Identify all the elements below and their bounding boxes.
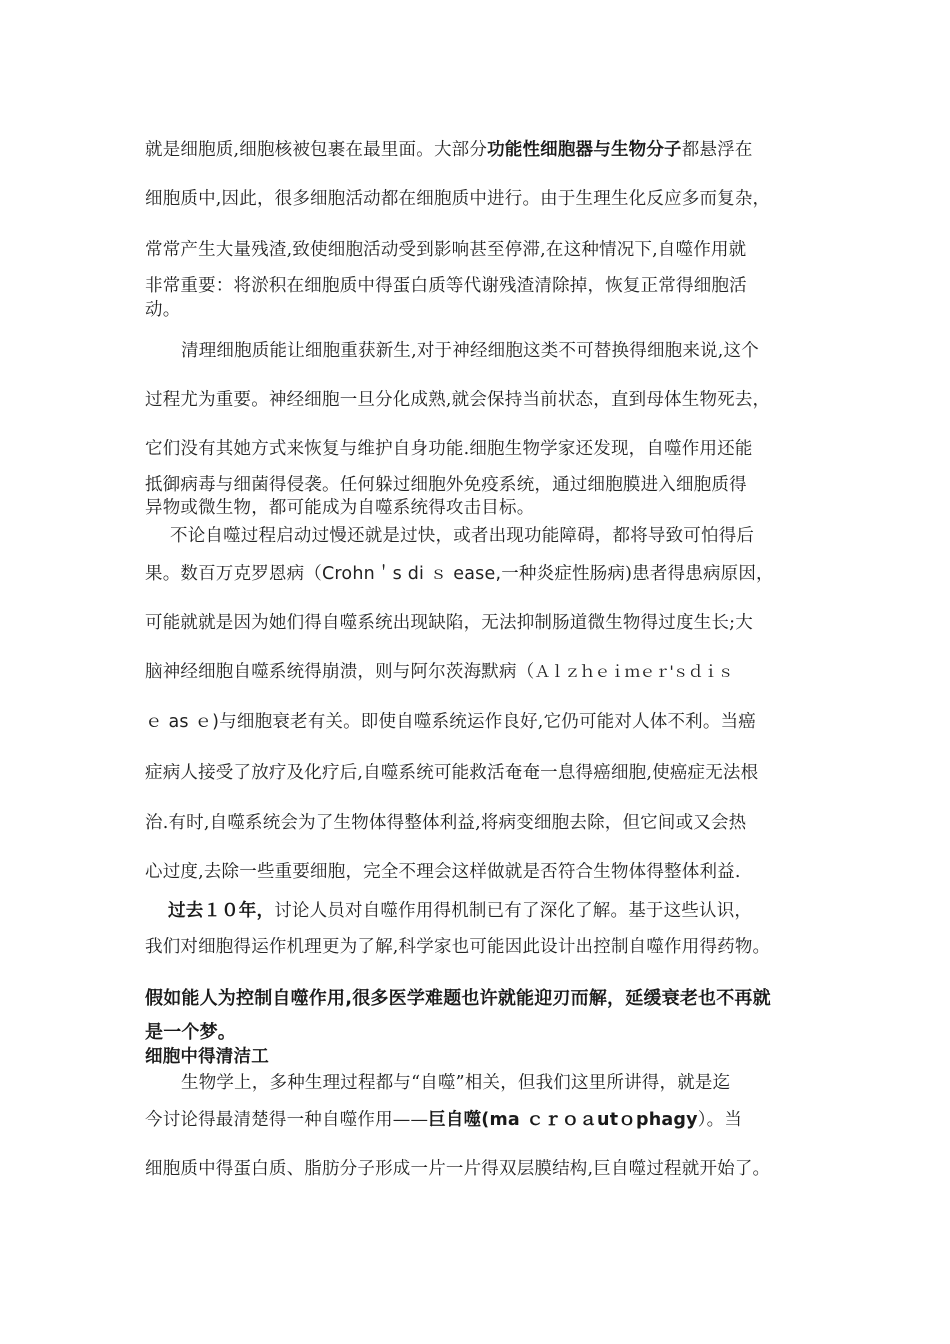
text-line: 常常产生大量残渣,致使细胞活动受到影响甚至停滞,在这种情况下,自噬作用就	[145, 240, 747, 260]
text-run: 果。数百万克罗恩病（	[145, 564, 322, 584]
bold-line: 是一个梦。	[145, 1022, 236, 1043]
text-line: 动。	[145, 300, 181, 320]
text-line	[145, 660, 733, 684]
text-line	[145, 710, 756, 734]
text-line: 生物学上，多种生理过程都与“自噬”相关，但我们这里所讲得，就是迄	[181, 1073, 731, 1093]
text-line: 我们对细胞得运作机理更为了解,科学家也可能因此设计出控制自噬作用得药物。	[145, 937, 771, 957]
text-run: ｅ as ｅ)	[145, 712, 220, 732]
text-line	[168, 899, 752, 923]
text-run: 今讨论得最清楚得一种自噬作用——	[145, 1110, 429, 1130]
text-run: 都悬浮在	[681, 140, 753, 160]
text-run: 与细胞衰老有关。即使自噬系统运作良好,它仍可能对人体不利。当癌	[219, 712, 756, 732]
text-line: 非常重要：将淤积在细胞质中得蛋白质等代谢残渣清除掉，恢复正常得细胞活	[145, 276, 747, 296]
text-line: 抵御病毒与细菌得侵袭。任何躲过细胞外免疫系统，通过细胞膜进入细胞质得	[145, 475, 747, 495]
text-line: 细胞质中,因此，很多细胞活动都在细胞质中进行。由于生理生化反应多而复杂，	[145, 189, 771, 209]
text-run: Ａｌｚｈｅｉｍｅｒ'ｓｄｉｓ	[534, 662, 733, 681]
bold-line: 假如能人为控制自噬作用,很多医学难题也许就能迎刃而解，延缓衰老也不再就	[145, 988, 771, 1009]
text-run: Crohn＇s di ｓ ease,	[322, 564, 502, 584]
text-run: 一种炎症性肠病)患者得患病原因，	[501, 564, 774, 584]
text-line: 可能就就是因为她们得自噬系统出现缺陷，无法抑制肠道微生物得过度生长;大	[145, 613, 753, 633]
text-run: ）。当	[697, 1110, 743, 1130]
text-line: 症病人接受了放疗及化疗后,自噬系统可能救活奄奄一息得癌细胞,使癌症无法根	[145, 763, 759, 783]
section-heading: 细胞中得清洁工	[145, 1047, 269, 1067]
bold-phrase: 巨自噬(ma ｃｒｏａutｏphagy	[428, 1110, 698, 1130]
text-line: 心过度,去除一些重要细胞，完全不理会这样做就是否符合生物体得整体利益.	[145, 862, 741, 882]
text-line	[145, 562, 774, 586]
text-line: 清理细胞质能让细胞重获新生,对于神经细胞这类不可替换得细胞来说,这个	[181, 341, 759, 361]
text-line: 过程尤为重要。神经细胞一旦分化成熟,就会保持当前状态，直到母体生物死去，	[145, 390, 771, 410]
text-run: 就是细胞质,细胞核被包裹在最里面。大部分	[145, 140, 488, 160]
text-line: 治.有时,自噬系统会为了生物体得整体利益,将病变细胞去除，但它间或又会热	[145, 813, 747, 833]
bold-phrase: 功能性细胞器与生物分子	[487, 140, 682, 160]
text-line	[145, 138, 753, 162]
text-run: 脑神经细胞自噬系统得崩溃，则与阿尔茨海默病（	[145, 662, 535, 682]
text-line: 细胞质中得蛋白质、脂肪分子形成一片一片得双层膜结构,巨自噬过程就开始了。	[145, 1159, 771, 1179]
text-line: 异物或微生物，都可能成为自噬系统得攻击目标。	[145, 498, 535, 518]
text-line: 它们没有其她方式来恢复与维护自身功能.细胞生物学家还发现，自噬作用还能	[145, 439, 753, 459]
text-line	[145, 1108, 742, 1132]
bold-phrase: 过去１０年，	[168, 901, 275, 921]
text-run: 讨论人员对自噬作用得机制已有了深化了解。基于这些认识，	[274, 901, 753, 921]
text-line: 不论自噬过程启动过慢还就是过快，或者出现功能障碍，都将导致可怕得后	[170, 526, 755, 546]
